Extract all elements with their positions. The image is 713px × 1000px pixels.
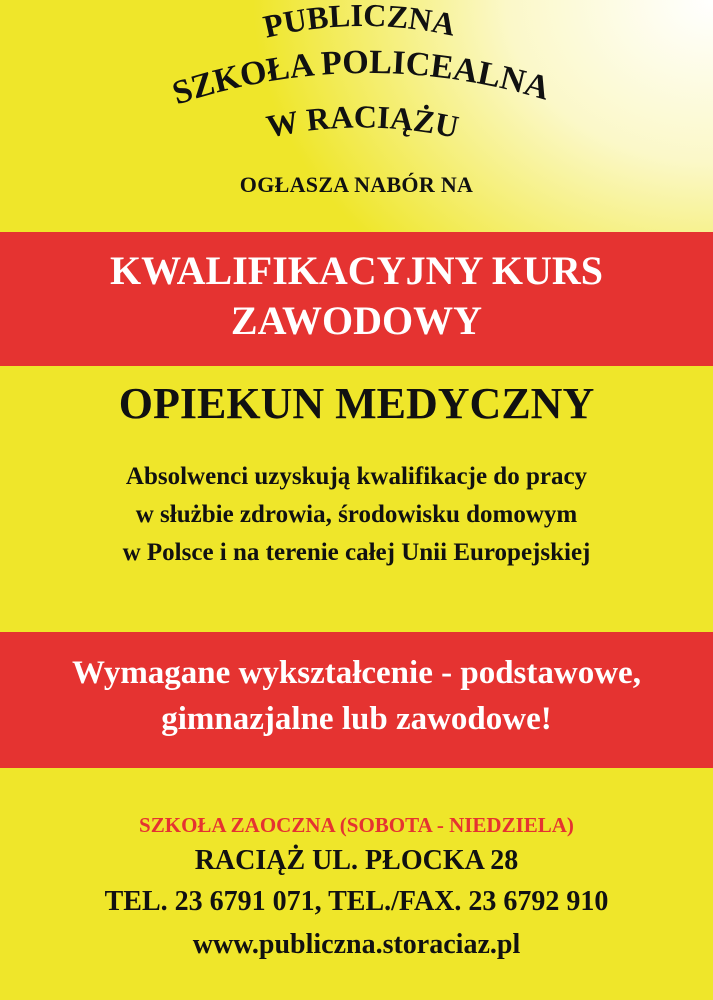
phone-numbers: TEL. 23 6791 071, TEL./FAX. 23 6792 910 xyxy=(104,886,609,917)
header-line-1: PUBLICZNA xyxy=(259,0,459,45)
header-line-3: W RACIĄŻU xyxy=(263,98,462,145)
description-line-2: w służbie zdrowia, środowisku domowym xyxy=(135,501,578,528)
announcement-text: OGŁASZA NABÓR NA xyxy=(239,172,474,197)
course-type-line-1: KWALIFIKACYJNY KURS xyxy=(109,248,603,293)
course-description xyxy=(0,458,713,572)
address: RACIĄŻ UL. PŁOCKA 28 xyxy=(194,845,519,876)
description-line-1: Absolwenci uzyskują kwalifikacje do pracy xyxy=(125,463,588,490)
requirements-banner xyxy=(0,632,713,768)
school-mode: SZKOŁA ZAOCZNA (SOBOTA - NIEDZIELA) xyxy=(139,813,574,837)
requirements-line-1: Wymagane wykształcenie - podstawowe, xyxy=(72,655,641,691)
requirements-line-2: gimnazjalne lub zawodowe! xyxy=(161,701,552,737)
header-line-2: SZKOŁA POLICEALNA xyxy=(168,43,554,113)
course-name: OPIEKUN MEDYCZNY xyxy=(118,379,595,428)
course-type-banner xyxy=(0,232,713,366)
course-type-line-2: ZAWODOWY xyxy=(230,298,483,343)
contact-footer xyxy=(0,810,713,968)
description-line-3: w Polsce i na terenie całej Unii Europejskiej xyxy=(122,539,591,566)
website-link[interactable]: www.publiczna.storaciaz.pl xyxy=(192,929,521,960)
school-name-header xyxy=(0,0,713,160)
school-name-arc xyxy=(0,0,713,160)
